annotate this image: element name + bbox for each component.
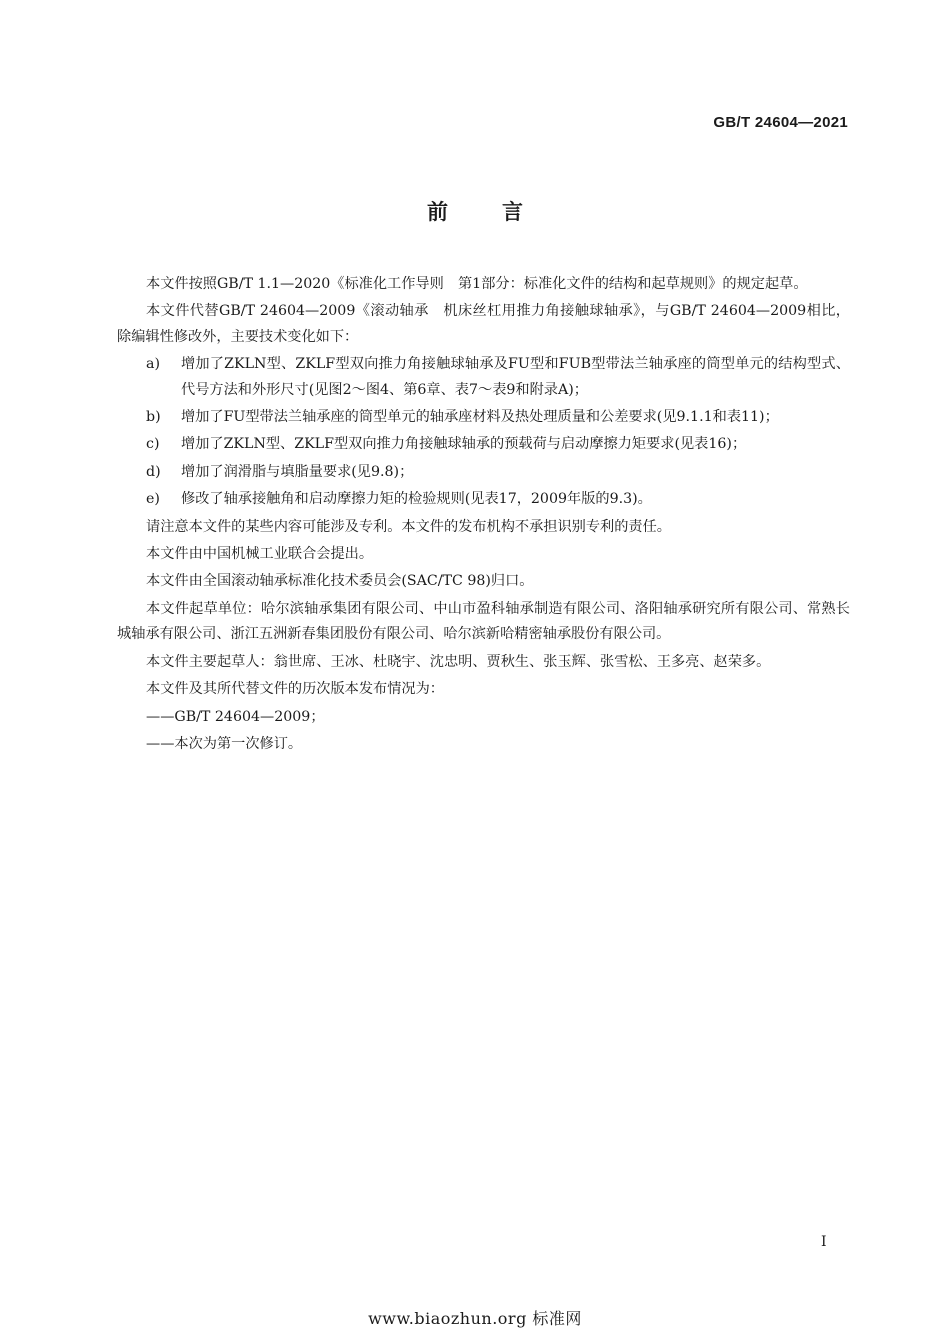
foreword-body — [117, 272, 850, 759]
history-item: ——GB/T 24604—2009； — [146, 708, 325, 725]
list-item — [117, 405, 850, 430]
list-text: 增加了FU型带法兰轴承座的筒型单元的轴承座材料及热处理质量和公差要求(见9.1.1和表11)； — [181, 409, 779, 426]
paragraph: 本文件按照GB/T 1.1—2020《标准化工作导则 第1部分：标准化文件的结构和起草规则》的规定起草。 — [146, 276, 808, 292]
list-marker: e) — [146, 491, 160, 508]
list-item — [117, 352, 850, 403]
paragraph: 请注意本文件的某些内容可能涉及专利。本文件的发布机构不承担识别专利的责任。 — [146, 518, 671, 535]
list-text: 增加了润滑脂与填脂量要求(见9.8)； — [181, 463, 414, 480]
list-item — [117, 460, 850, 485]
list-marker: a) — [146, 356, 160, 373]
list-marker: c) — [146, 436, 160, 453]
paragraph: 本文件由全国滚动轴承标准化技术委员会(SAC/TC 98)归口。 — [146, 573, 534, 590]
list-item — [117, 432, 850, 457]
paragraph: 本文件由中国机械工业联合会提出。 — [146, 546, 374, 563]
footer-watermark: www.biaozhun.org 标准网 — [368, 1309, 582, 1328]
list-item — [117, 487, 850, 512]
paragraph: 本文件主要起草人：翁世席、王冰、杜晓宇、沈忠明、贾秋生、张玉辉、张雪松、王多亮、赵荣多。 — [146, 653, 771, 670]
paragraph: 本文件代替GB/T 24604—2009《滚动轴承 机床丝杠用推力角接触球轴承》，与GB/T 24604—2009相比，除编辑性修改外，主要技术变化如下： — [117, 303, 850, 345]
paragraph: 本文件起草单位：哈尔滨轴承集团有限公司、中山市盈科轴承制造有限公司、洛阳轴承研究所有限公司、常熟长城轴承有限公司、浙江五洲新春集团股份有限公司、哈尔滨新哈精密轴承股份有限公司。 — [117, 600, 850, 643]
list-marker: b) — [146, 409, 161, 426]
list-marker: d) — [146, 463, 161, 480]
page-title: 前言 — [427, 200, 577, 224]
list-text: 增加了ZKLN型、ZKLF型双向推力角接触球轴承的预载荷与启动摩擦力矩要求(见表16)； — [181, 436, 747, 453]
list-text: 增加了ZKLN型、ZKLF型双向推力角接触球轴承及FU型和FUB型带法兰轴承座的筒型单元的结构型式、代号方法和外形尺寸(见图2～图4、第6章、表7～表9和附录A)； — [181, 356, 850, 398]
paragraph: 本文件及其所代替文件的历次版本发布情况为： — [146, 681, 444, 698]
history-item: ——本次为第一次修订。 — [146, 735, 303, 752]
change-list — [117, 352, 850, 512]
standard-number: GB/T 24604—2021 — [713, 114, 848, 131]
list-text: 修改了轴承接触角和启动摩擦力矩的检验规则(见表17，2009年版的9.3)。 — [181, 491, 652, 508]
page-number: I — [821, 1234, 827, 1250]
